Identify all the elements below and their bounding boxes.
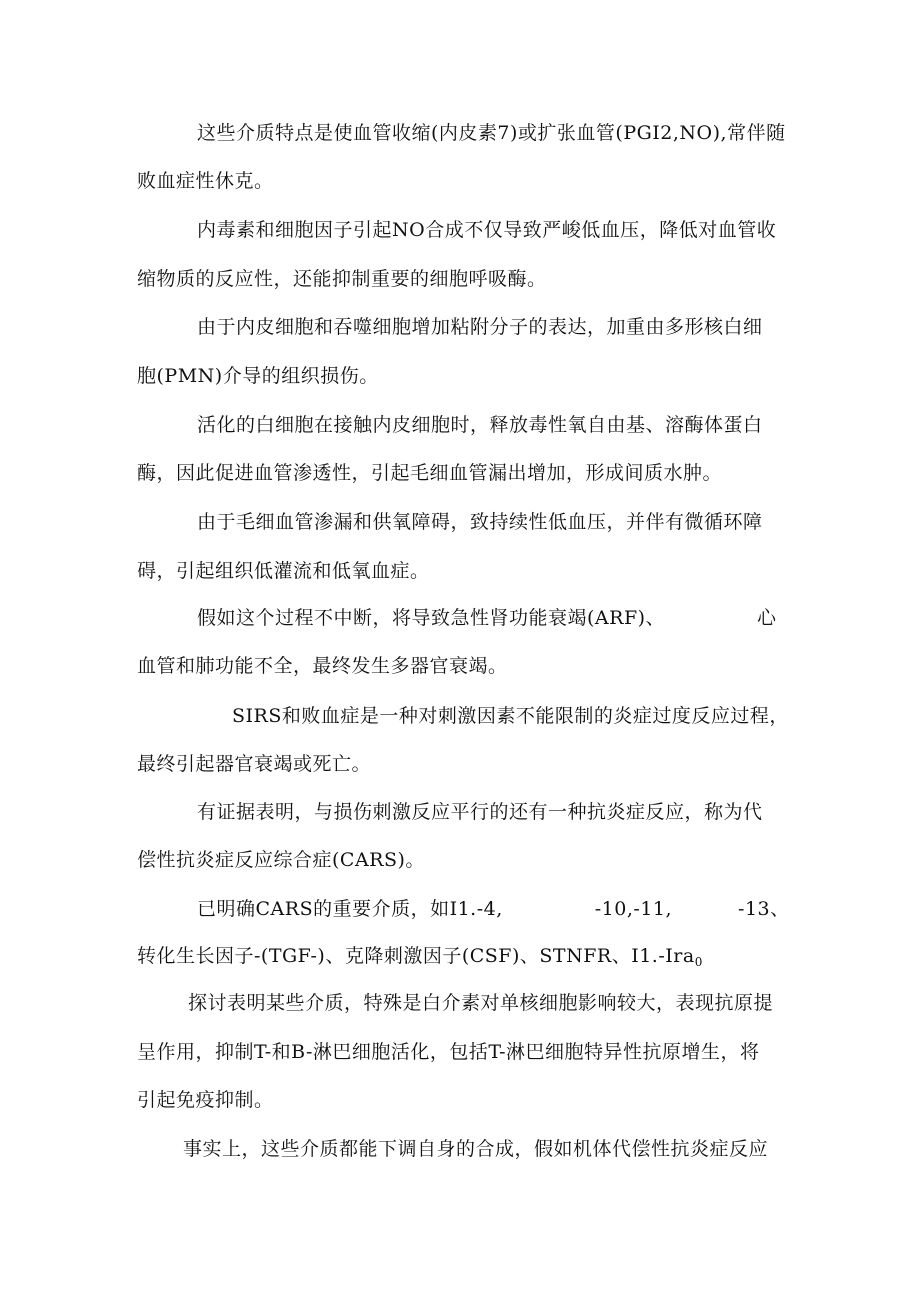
paragraph-6-line-1 [197,606,777,630]
paragraph-7-line-2: 最终引起器官衰竭或死亡。 [137,753,372,775]
paragraph-3-line-2: 胞(PMN)介导的组织损伤。 [137,365,379,387]
paragraph-4-line-2: 酶，因此促进血管渗透性，引起毛细血管漏出增加，形成间质水肿。 [137,462,723,484]
paragraph-2-line-1: 内毒素和细胞因子引起NO合成不仅导致严峻低血压，降低对血管收 [197,219,777,241]
paragraph-10-line-2: 呈作用，抑制T-和B-淋巴细胞活化，包括T-淋巴细胞特异性抗原增生，将 [137,1041,760,1063]
paragraph-10-line-3: 引起免疫抑制。 [137,1089,274,1111]
paragraph-6-line-1-tail: 心 [757,607,777,629]
paragraph-1-line-1: 这些介质特点是使血管收缩(内皮素7)或扩张血管(PGI2,NO),常伴随 [197,122,786,144]
paragraph-3-line-1: 由于内皮细胞和吞噬细胞增加粘附分子的表达，加重由多形核白细 [197,316,763,338]
paragraph-2-line-2: 缩物质的反应性，还能抑制重要的细胞呼吸酶。 [137,268,547,290]
paragraph-5-line-1: 由于毛细血管渗漏和供氧障碍，致持续性低血压，并伴有微循环障 [197,511,763,533]
paragraph-8-line-2: 偿性抗炎症反应综合症(CARS)。 [137,849,425,871]
paragraph-6-line-1-text: 假如这个过程不中断，将导致急性肾功能衰竭(ARF)、 [197,607,666,629]
paragraph-9-line-1-mid: -10,-11, [594,898,673,920]
paragraph-4-line-1: 活化的白细胞在接触内皮细胞时，释放毒性氧自由基、溶酶体蛋白 [197,414,763,436]
paragraph-9-line-2-text: 转化生长因子-(TGF-)、克降刺激因子(CSF)、STNFR、I1.-Ira [137,945,695,967]
paragraph-10-line-1: 探讨表明某些介质，特殊是白介素对单核细胞影响较大，表现抗原提 [188,992,774,1014]
paragraph-11-line-1: 事实上，这些介质都能下调自身的合成，假如机体代偿性抗炎症反应 [183,1138,769,1160]
paragraph-9-line-1 [197,897,790,921]
paragraph-9-line-1-text: 已明确CARS的重要介质，如I1.-4, [197,898,503,920]
paragraph-5-line-2: 碍，引起组织低灌流和低氧血症。 [137,560,430,582]
paragraph-8-line-1: 有证据表明，与损伤刺激反应平行的还有一种抗炎症反应，称为代 [197,801,763,823]
paragraph-1-line-2: 败血症性休克。 [137,170,274,192]
paragraph-9-line-2 [137,944,703,974]
paragraph-6-line-2: 血管和肺功能不全，最终发生多器官衰竭。 [137,655,508,677]
paragraph-9-line-1-tail: -13、 [738,898,790,920]
paragraph-9-line-2-subscript: 0 [694,955,703,969]
paragraph-7-line-1: SIRS和败血症是一种对刺激因素不能限制的炎症过度反应过程， [232,705,789,727]
